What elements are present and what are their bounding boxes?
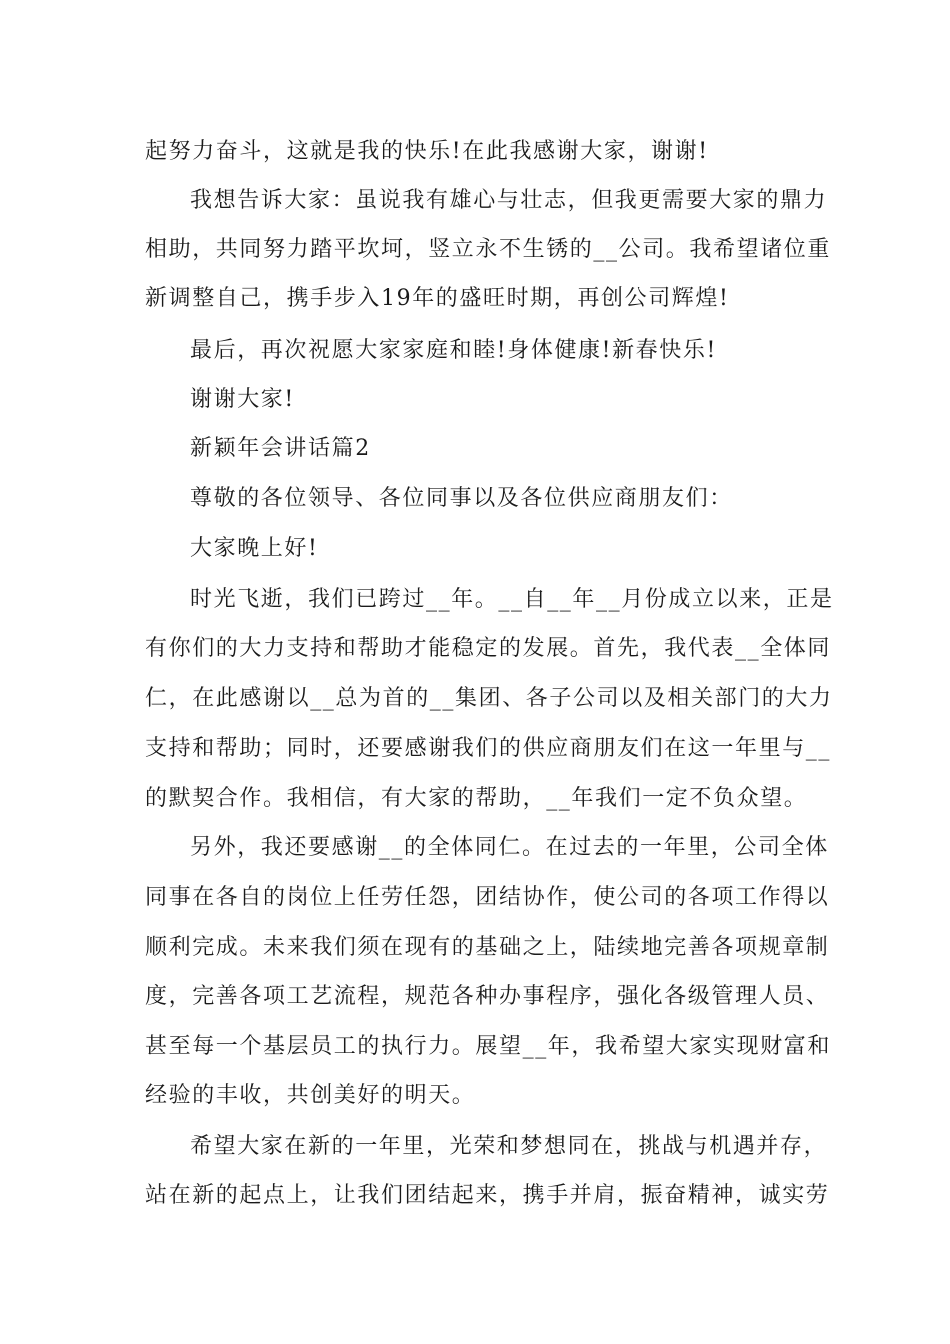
text-line: 甚至每一个基层员工的执行力。展望__年，我希望大家实现财富和 (145, 1034, 832, 1059)
text-line: 最后，再次祝愿大家家庭和睦!身体健康!新春快乐! (190, 338, 717, 363)
text-line: 起努力奋斗，这就是我的快乐!在此我感谢大家，谢谢! (145, 139, 709, 164)
text-line: 顺利完成。未来我们须在现有的基础之上，陆续地完善各项规章制 (145, 935, 830, 960)
text-line: 另外，我还要感谢__的全体同仁。在过去的一年里，公司全体 (190, 835, 829, 860)
text-line: 相助，共同努力踏平坎坷，竖立永不生锈的__公司。我希望诸位重 (145, 237, 832, 262)
text-line: 我想告诉大家：虽说我有雄心与壮志，但我更需要大家的鼎力 (190, 188, 828, 213)
text-line: 希望大家在新的一年里，光荣和梦想同在，挑战与机遇并存， (190, 1134, 828, 1159)
text-line: 度，完善各项工艺流程，规范各种办事程序，强化各级管理人员、 (145, 984, 830, 1009)
text-line: 有你们的大力支持和帮助才能稳定的发展。首先，我代表__全体同 (145, 636, 832, 661)
salutation: 尊敬的各位领导、各位同事以及各位供应商朋友们： (190, 486, 733, 511)
text-line: 仁，在此感谢以__总为首的__集团、各子公司以及相关部门的大力 (145, 686, 833, 711)
text-line: 时光飞逝，我们已跨过__年。__自__年__月份成立以来，正是 (190, 587, 834, 612)
text-line: 站在新的起点上，让我们团结起来，携手并肩，振奋精神，诚实劳 (145, 1183, 830, 1208)
greeting: 大家晚上好! (190, 536, 319, 561)
text-line: 的默契合作。我相信，有大家的帮助，__年我们一定不负众望。 (145, 786, 808, 811)
text-line: 同事在各自的岗位上任劳任怨，团结协作，使公司的各项工作得以 (145, 885, 830, 910)
text-line: 新调整自己，携手步入19年的盛旺时期，再创公司辉煌! (145, 286, 730, 311)
text-line: 经验的丰收，共创美好的明天。 (145, 1083, 476, 1108)
text-line: 谢谢大家! (190, 387, 295, 412)
section-heading: 新颖年会讲话篇2 (190, 436, 371, 461)
text-line: 支持和帮助；同时，还要感谢我们的供应商朋友们在这一年里与__ (145, 736, 832, 761)
